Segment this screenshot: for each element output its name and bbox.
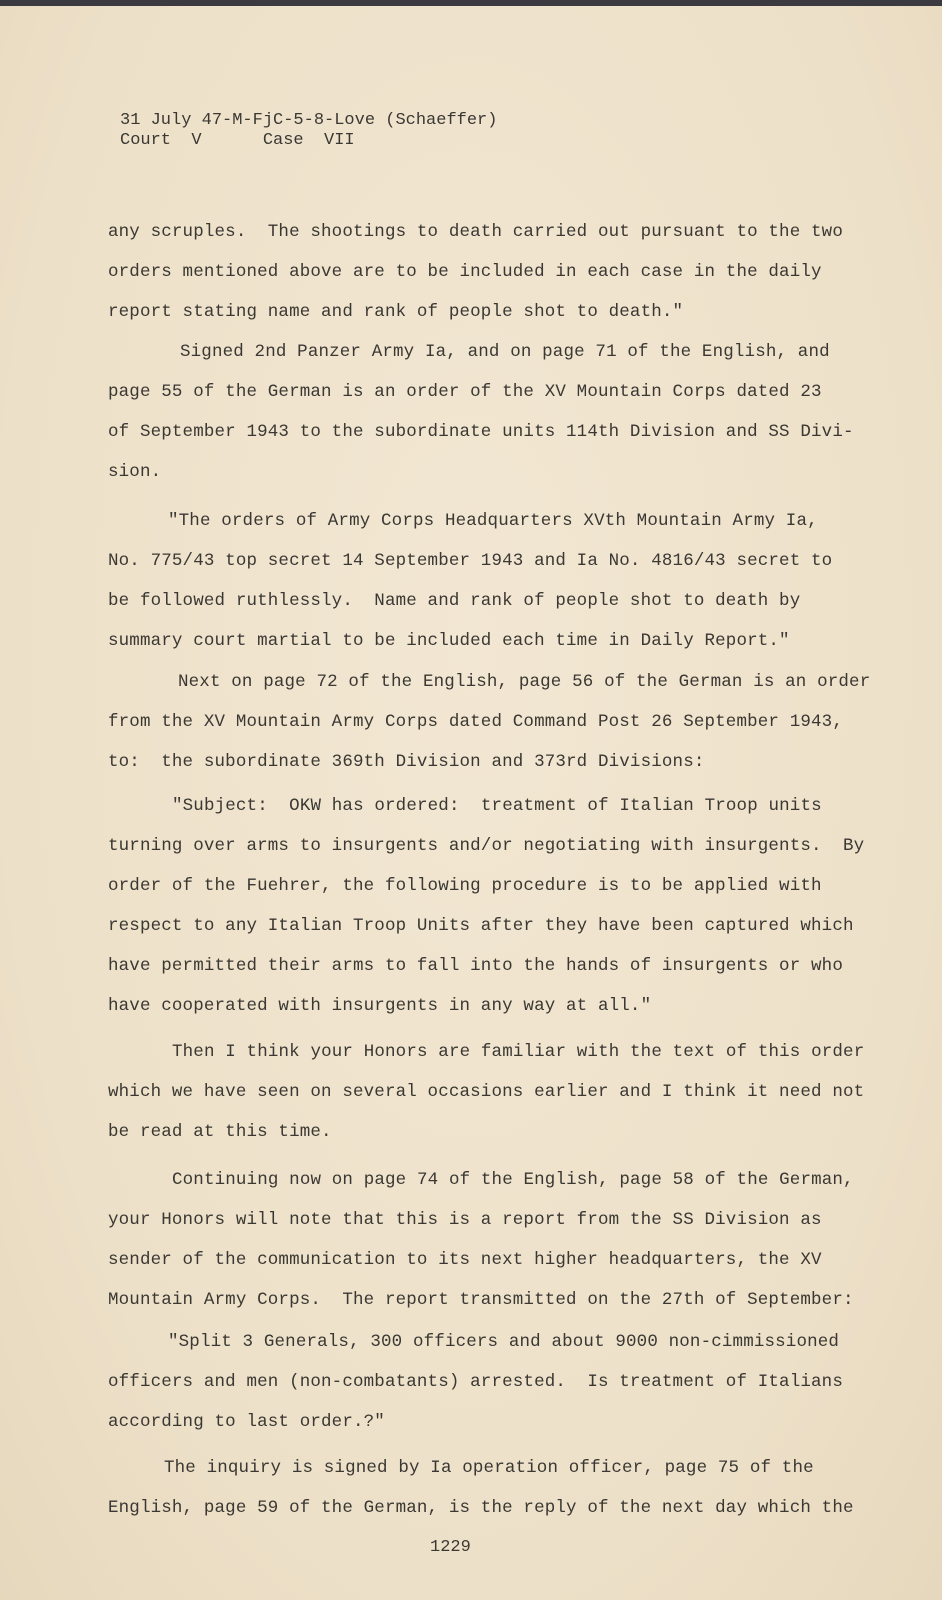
- text-line: orders mentioned above are to be included in each case in the daily: [108, 262, 822, 282]
- text-line: Next on page 72 of the English, page 56 of the German is an order: [178, 672, 871, 692]
- text-line: summary court martial to be included each time in Daily Report.": [108, 631, 790, 651]
- text-line: to: the subordinate 369th Division and 373rd Divisions:: [108, 752, 705, 772]
- text-line: The inquiry is signed by Ia operation officer, page 75 of the: [164, 1458, 814, 1478]
- text-line: officers and men (non-combatants) arrested. Is treatment of Italians: [108, 1372, 843, 1392]
- text-line: No. 775/43 top secret 14 September 1943 and Ia No. 4816/43 secret to: [108, 551, 833, 571]
- text-line: sion.: [108, 462, 162, 482]
- text-line: be read at this time.: [108, 1122, 332, 1142]
- text-line: have cooperated with insurgents in any way at all.": [108, 996, 652, 1016]
- page-number: 1229: [430, 1538, 471, 1557]
- text-line: Mountain Army Corps. The report transmitted on the 27th of September:: [108, 1290, 854, 1310]
- text-line: order of the Fuehrer, the following procedure is to be applied with: [108, 876, 822, 896]
- text-line: respect to any Italian Troop Units after they have been captured which: [108, 916, 854, 936]
- header-line-1: 31 July 47-M-FjC-5-8-Love (Schaeffer): [120, 111, 498, 130]
- text-line: Signed 2nd Panzer Army Ia, and on page 71 of the English, and: [180, 342, 830, 362]
- text-line: any scruples. The shootings to death carried out pursuant to the two: [108, 222, 843, 242]
- document-header: [120, 111, 497, 151]
- text-line: sender of the communication to its next higher headquarters, the XV: [108, 1250, 822, 1270]
- text-line: "Subject: OKW has ordered: treatment of Italian Troop units: [172, 796, 822, 816]
- text-line: have permitted their arms to fall into the hands of insurgents or who: [108, 956, 843, 976]
- scan-top-edge: [0, 0, 942, 6]
- header-line-2: Court V Case VII: [120, 131, 355, 150]
- text-line: report stating name and rank of people shot to death.": [108, 302, 684, 322]
- text-line: turning over arms to insurgents and/or negotiating with insurgents. By: [108, 836, 865, 856]
- text-line: your Honors will note that this is a report from the SS Division as: [108, 1210, 822, 1230]
- text-line: according to last order.?": [108, 1412, 385, 1432]
- text-line: page 55 of the German is an order of the XV Mountain Corps dated 23: [108, 382, 822, 402]
- text-line: "Split 3 Generals, 300 officers and about 9000 non-cimmissioned: [168, 1332, 840, 1352]
- text-line: Then I think your Honors are familiar with the text of this order: [172, 1042, 865, 1062]
- text-line: be followed ruthlessly. Name and rank of people shot to death by: [108, 591, 801, 611]
- text-line: which we have seen on several occasions earlier and I think it need not: [108, 1082, 865, 1102]
- text-line: of September 1943 to the subordinate units 114th Division and SS Divi-: [108, 422, 854, 442]
- text-line: English, page 59 of the German, is the reply of the next day which the: [108, 1498, 854, 1518]
- document-page: [0, 6, 942, 1600]
- text-line: "The orders of Army Corps Headquarters XVth Mountain Army Ia,: [168, 511, 818, 531]
- text-line: from the XV Mountain Army Corps dated Command Post 26 September 1943,: [108, 712, 843, 732]
- text-line: Continuing now on page 74 of the English, page 58 of the German,: [172, 1170, 854, 1190]
